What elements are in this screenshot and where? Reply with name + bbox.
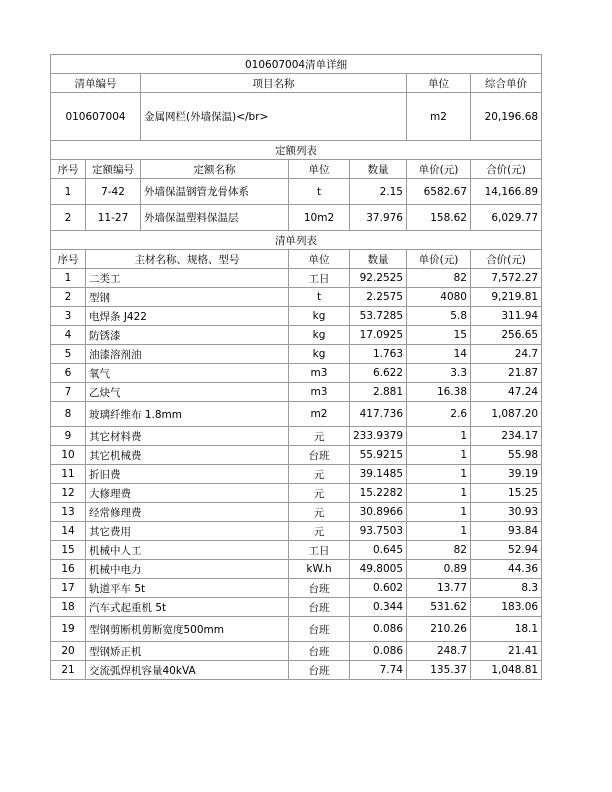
material-row	[51, 642, 542, 661]
material-total: 55.98	[471, 446, 542, 465]
material-no: 6	[51, 364, 86, 383]
material-no: 20	[51, 642, 86, 661]
material-price: 13.77	[407, 579, 471, 598]
material-row	[51, 503, 542, 522]
item-code: 010607004	[51, 93, 141, 141]
material-name: 经常修理费	[86, 503, 289, 522]
material-no: 14	[51, 522, 86, 541]
material-price: 2.6	[407, 402, 471, 427]
material-qty: 0.086	[350, 642, 407, 661]
material-total: 24.7	[471, 345, 542, 364]
material-unit: 台班	[289, 446, 350, 465]
material-qty: 2.2575	[350, 288, 407, 307]
header-name: 项目名称	[141, 74, 407, 93]
material-unit: 元	[289, 465, 350, 484]
quota-no: 1	[51, 179, 86, 205]
material-unit: 元	[289, 484, 350, 503]
material-row	[51, 326, 542, 345]
material-price: 1	[407, 427, 471, 446]
item-name: 金属网栏(外墙保温)</br>	[141, 93, 407, 141]
material-total: 9,219.81	[471, 288, 542, 307]
quota-col-unit: 单位	[289, 160, 350, 179]
material-row	[51, 364, 542, 383]
material-name: 型钢	[86, 288, 289, 307]
material-qty: 7.74	[350, 661, 407, 680]
material-qty: 0.602	[350, 579, 407, 598]
material-qty: 53.7285	[350, 307, 407, 326]
material-price: 135.37	[407, 661, 471, 680]
header-unit: 单位	[407, 74, 471, 93]
material-no: 8	[51, 402, 86, 427]
material-row	[51, 269, 542, 288]
quota-col-price: 单价(元)	[407, 160, 471, 179]
material-no: 2	[51, 288, 86, 307]
material-name: 轨道平车 5t	[86, 579, 289, 598]
material-row	[51, 661, 542, 680]
quota-section-title: 定额列表	[51, 141, 542, 160]
material-no: 7	[51, 383, 86, 402]
material-no: 4	[51, 326, 86, 345]
material-total: 52.94	[471, 541, 542, 560]
materials-col-total: 合价(元)	[471, 250, 542, 269]
material-price: 1	[407, 446, 471, 465]
material-no: 10	[51, 446, 86, 465]
material-unit: kg	[289, 345, 350, 364]
material-unit: 元	[289, 427, 350, 446]
material-row	[51, 383, 542, 402]
material-no: 21	[51, 661, 86, 680]
material-qty: 55.9215	[350, 446, 407, 465]
quota-row	[51, 179, 542, 205]
material-qty: 0.344	[350, 598, 407, 617]
quota-col-total: 合价(元)	[471, 160, 542, 179]
bill-detail-table	[50, 54, 542, 680]
quota-qty: 2.15	[350, 179, 407, 205]
material-price: 1	[407, 484, 471, 503]
quota-price: 6582.67	[407, 179, 471, 205]
material-total: 234.17	[471, 427, 542, 446]
material-row	[51, 598, 542, 617]
quota-name: 外墙保温塑料保温层	[141, 205, 289, 231]
material-name: 防锈漆	[86, 326, 289, 345]
material-row	[51, 465, 542, 484]
material-name: 其它材料费	[86, 427, 289, 446]
material-row	[51, 345, 542, 364]
material-row	[51, 307, 542, 326]
material-unit: 台班	[289, 642, 350, 661]
material-row	[51, 522, 542, 541]
material-qty: 417.736	[350, 402, 407, 427]
material-price: 1	[407, 503, 471, 522]
page-title: 010607004清单详细	[51, 55, 542, 74]
materials-col-price: 单价(元)	[407, 250, 471, 269]
material-unit: 元	[289, 522, 350, 541]
material-row	[51, 560, 542, 579]
material-name: 氧气	[86, 364, 289, 383]
material-unit: kg	[289, 326, 350, 345]
material-total: 1,048.81	[471, 661, 542, 680]
material-unit: m2	[289, 402, 350, 427]
material-qty: 39.1485	[350, 465, 407, 484]
material-name: 汽车式起重机 5t	[86, 598, 289, 617]
material-name: 电焊条 J422	[86, 307, 289, 326]
quota-row	[51, 205, 542, 231]
material-unit: 台班	[289, 661, 350, 680]
material-qty: 233.9379	[350, 427, 407, 446]
quota-code: 7-42	[86, 179, 141, 205]
quota-col-no: 序号	[51, 160, 86, 179]
material-qty: 15.2282	[350, 484, 407, 503]
materials-section-title: 清单列表	[51, 231, 542, 250]
material-name: 型钢矫正机	[86, 642, 289, 661]
quota-col-name: 定额名称	[141, 160, 289, 179]
materials-col-name: 主材名称、规格、型号	[86, 250, 289, 269]
quota-no: 2	[51, 205, 86, 231]
materials-col-qty: 数量	[350, 250, 407, 269]
materials-col-no: 序号	[51, 250, 86, 269]
material-price: 0.89	[407, 560, 471, 579]
material-row	[51, 288, 542, 307]
material-qty: 6.622	[350, 364, 407, 383]
material-no: 1	[51, 269, 86, 288]
material-total: 7,572.27	[471, 269, 542, 288]
material-no: 18	[51, 598, 86, 617]
material-name: 折旧费	[86, 465, 289, 484]
quota-total: 14,166.89	[471, 179, 542, 205]
item-unit: m2	[407, 93, 471, 141]
item-price: 20,196.68	[471, 93, 542, 141]
quota-code: 11-27	[86, 205, 141, 231]
material-price: 210.26	[407, 617, 471, 642]
material-qty: 1.763	[350, 345, 407, 364]
quota-unit: t	[289, 179, 350, 205]
material-price: 1	[407, 522, 471, 541]
material-unit: 台班	[289, 617, 350, 642]
material-total: 8.3	[471, 579, 542, 598]
material-qty: 2.881	[350, 383, 407, 402]
material-row	[51, 446, 542, 465]
quota-qty: 37.976	[350, 205, 407, 231]
material-price: 14	[407, 345, 471, 364]
material-total: 183.06	[471, 598, 542, 617]
material-qty: 30.8966	[350, 503, 407, 522]
material-unit: 工日	[289, 269, 350, 288]
material-name: 油漆溶剂油	[86, 345, 289, 364]
material-name: 其它机械费	[86, 446, 289, 465]
material-unit: 台班	[289, 598, 350, 617]
header-code: 清单编号	[51, 74, 141, 93]
material-total: 15.25	[471, 484, 542, 503]
material-total: 39.19	[471, 465, 542, 484]
material-total: 21.87	[471, 364, 542, 383]
material-total: 18.1	[471, 617, 542, 642]
material-row	[51, 579, 542, 598]
material-qty: 0.645	[350, 541, 407, 560]
material-total: 93.84	[471, 522, 542, 541]
material-price: 531.62	[407, 598, 471, 617]
material-row	[51, 541, 542, 560]
material-total: 21.41	[471, 642, 542, 661]
material-price: 248.7	[407, 642, 471, 661]
material-price: 82	[407, 269, 471, 288]
material-no: 9	[51, 427, 86, 446]
header-price: 综合单价	[471, 74, 542, 93]
material-price: 16.38	[407, 383, 471, 402]
material-no: 17	[51, 579, 86, 598]
material-total: 47.24	[471, 383, 542, 402]
material-unit: m3	[289, 364, 350, 383]
material-price: 4080	[407, 288, 471, 307]
material-total: 30.93	[471, 503, 542, 522]
material-no: 3	[51, 307, 86, 326]
material-name: 其它费用	[86, 522, 289, 541]
materials-col-unit: 单位	[289, 250, 350, 269]
material-total: 44.36	[471, 560, 542, 579]
material-no: 16	[51, 560, 86, 579]
material-qty: 17.0925	[350, 326, 407, 345]
quota-col-code: 定额编号	[86, 160, 141, 179]
material-unit: t	[289, 288, 350, 307]
quota-total: 6,029.77	[471, 205, 542, 231]
material-unit: 台班	[289, 579, 350, 598]
material-name: 型钢剪断机剪断宽度500mm	[86, 617, 289, 642]
material-name: 交流弧焊机容量40kVA	[86, 661, 289, 680]
material-name: 玻璃纤维布 1.8mm	[86, 402, 289, 427]
material-no: 15	[51, 541, 86, 560]
material-price: 15	[407, 326, 471, 345]
material-qty: 49.8005	[350, 560, 407, 579]
material-row	[51, 427, 542, 446]
quota-unit: 10m2	[289, 205, 350, 231]
quota-name: 外墙保温钢管龙骨体系	[141, 179, 289, 205]
material-qty: 92.2525	[350, 269, 407, 288]
material-qty: 0.086	[350, 617, 407, 642]
material-no: 5	[51, 345, 86, 364]
material-row	[51, 402, 542, 427]
material-price: 3.3	[407, 364, 471, 383]
material-name: 乙炔气	[86, 383, 289, 402]
material-name: 机械中人工	[86, 541, 289, 560]
material-no: 12	[51, 484, 86, 503]
material-qty: 93.7503	[350, 522, 407, 541]
material-price: 1	[407, 465, 471, 484]
material-no: 13	[51, 503, 86, 522]
material-total: 311.94	[471, 307, 542, 326]
quota-price: 158.62	[407, 205, 471, 231]
material-total: 1,087.20	[471, 402, 542, 427]
material-no: 19	[51, 617, 86, 642]
material-unit: 元	[289, 503, 350, 522]
material-name: 大修理费	[86, 484, 289, 503]
material-name: 机械中电力	[86, 560, 289, 579]
material-unit: kW.h	[289, 560, 350, 579]
material-no: 11	[51, 465, 86, 484]
material-row	[51, 484, 542, 503]
material-unit: 工日	[289, 541, 350, 560]
material-price: 82	[407, 541, 471, 560]
material-price: 5.8	[407, 307, 471, 326]
material-unit: m3	[289, 383, 350, 402]
material-total: 256.65	[471, 326, 542, 345]
material-unit: kg	[289, 307, 350, 326]
quota-col-qty: 数量	[350, 160, 407, 179]
material-name: 二类工	[86, 269, 289, 288]
material-row	[51, 617, 542, 642]
